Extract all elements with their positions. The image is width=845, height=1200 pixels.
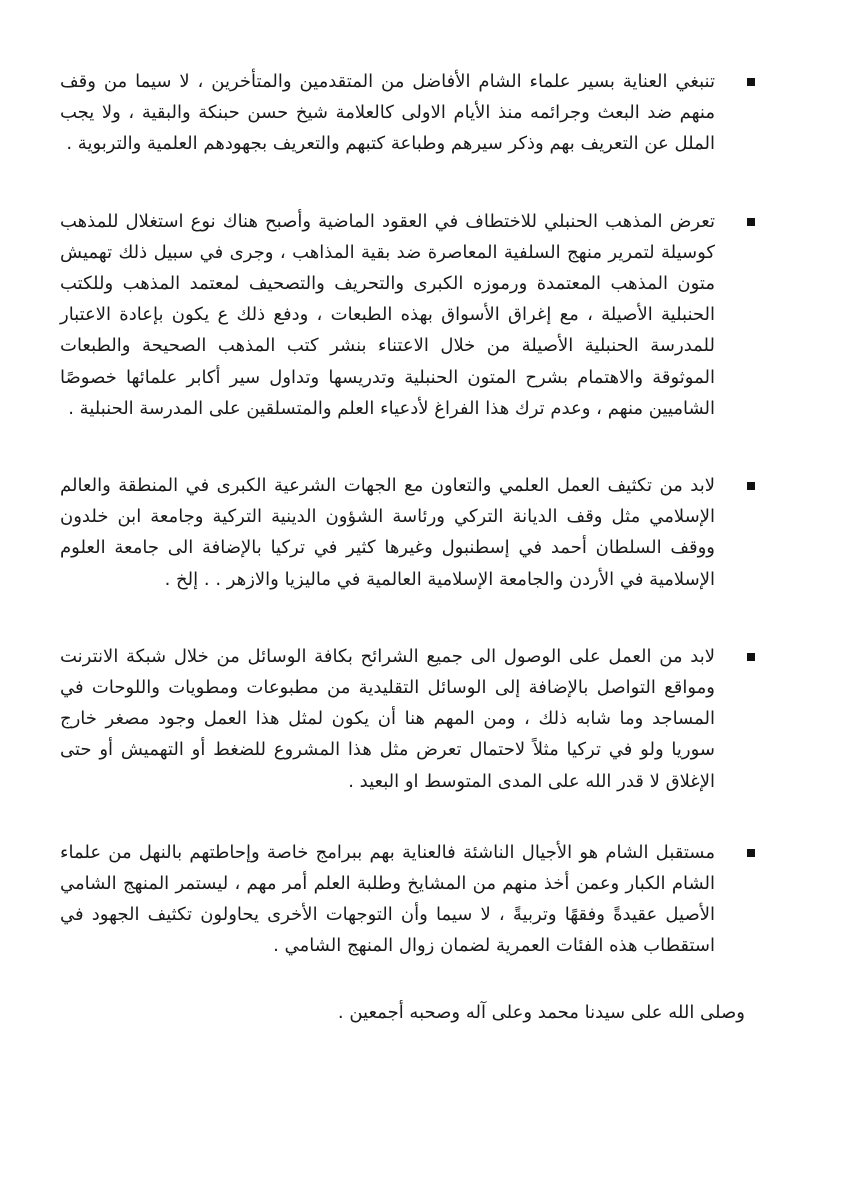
paragraph-3	[60, 470, 745, 595]
square-bullet-icon	[747, 653, 755, 661]
square-bullet-icon	[747, 78, 755, 86]
paragraph-3-text: لابد من تكثيف العمل العلمي والتعاون مع الجهات الشرعية الكبرى في المنطقة والعالم الإسلامي مثل وقف الديانة التركي ورئاسة الشؤون الدينية التركية وجامعة ابن خلدون ووقف السلطان أحمد في إسطنبول وغيرها كثير في تركيا بالإضافة الى جامعة العلوم الإسلامية في الأردن والجامعة الإسلامية العالمية في ماليزيا والازهر . . إلخ .	[60, 475, 715, 590]
paragraph-2	[60, 206, 745, 424]
paragraph-4-text: لابد من العمل على الوصول الى جميع الشرائح بكافة الوسائل من خلال شبكة الانترنت ومواقع التواصل بالإضافة إلى الوسائل التقليدية من مطبوعات ومطويات واللوحات في المساجد وما شابه ذلك ، ومن المهم هنا أن يكون لمثل هذا العمل وجود مصغر خارج سوريا ولو في تركيا مثلاً لاحتمال تعرض مثل هذا المشروع للضغط أو التهميش أو حتى الإغلاق لا قدر الله على المدى المتوسط او البعيد .	[60, 645, 715, 792]
paragraph-1-text: تنبغي العناية بسير علماء الشام الأفاضل من المتقدمين والمتأخرين ، لا سيما من وقف منهم ضد البعث وجرائمه منذ الأيام الاولى كالعلامة شيخ حسن حبنكة والبقية ، ولا يجب الملل عن التعريف بهم وذكر سيرهم وطباعة كتبهم والتعريف بجهودهم العلمية والتربوية .	[60, 71, 715, 155]
paragraph-5	[60, 837, 745, 962]
closing-line: وصلى الله على سيدنا محمد وعلى آله وصحبه أجمعين .	[337, 1001, 745, 1023]
paragraph-5-text: مستقبل الشام هو الأجيال الناشئة فالعناية بهم ببرامج خاصة وإحاطتهم بالنهل من علماء الشام الكبار وعمن أخذ منهم من المشايخ وطلبة العلم أمر مهم ، ليستمر المنهج الشامي الأصيل عقيدةً وفقهًا وتربيةً ، لا سيما وأن التوجهات الأخرى يحاولون تكثيف الجهود في استقطاب هذه الفئات العمرية لضمان زوال المنهج الشامي .	[60, 841, 715, 957]
paragraph-4	[60, 641, 745, 797]
square-bullet-icon	[747, 218, 755, 226]
paragraph-1	[60, 66, 745, 160]
square-bullet-icon	[747, 482, 755, 490]
square-bullet-icon	[747, 849, 755, 857]
document-page	[60, 66, 745, 1028]
paragraph-2-text: تعرض المذهب الحنبلي للاختطاف في العقود الماضية وأصبح هناك نوع استغلال للمذهب كوسيلة لتمرير منهج السلفية المعاصرة ضد بقية المذاهب ، وجرى في سبيل ذلك تهميش متون المذهب المعتمدة ورموزه الكبرى والتحريف والتصحيف لمعتمد المذهب وللكتب الحنبلية الأصيلة ، مع إغراق الأسواق بهذه الطبعات ، ودفع ذلك ع يكون بإعادة الاعتبار للمدرسة الحنبلية الأصيلة من خلال الاعتناء بنشر كتب المذهب الصحيحة والطبعات الموثوقة والاهتمام بشرح المتون الحنبلية وتدريسها وتداول سير أكابر علمائها خصوصًا الشاميين منهم ، وعدم ترك هذا الفراغ لأدعياء العلم والمتسلقين على المدرسة الحنبلية .	[60, 210, 715, 419]
